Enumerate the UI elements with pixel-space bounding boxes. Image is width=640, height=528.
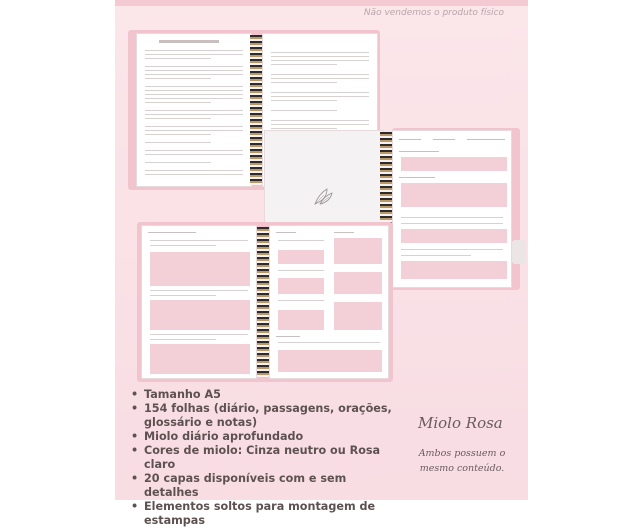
feature-item: • Miolo diário aprofundado xyxy=(130,430,400,444)
left-page xyxy=(141,225,257,379)
variant-title: Miolo Rosa xyxy=(418,414,503,432)
spiral-binding xyxy=(257,227,269,377)
pink-notes-box xyxy=(150,344,250,374)
pink-notes-box xyxy=(278,310,324,330)
pink-notes-box xyxy=(334,302,382,330)
pink-notes-box xyxy=(401,261,507,279)
page-shadow xyxy=(512,240,526,264)
feature-item: • Cores de miolo: Cinza neutro ou Rosa claro xyxy=(130,444,400,472)
pink-notes-box xyxy=(278,278,324,294)
pink-notes-box xyxy=(401,229,507,243)
feature-list xyxy=(130,388,400,528)
pink-notes-box xyxy=(150,252,250,286)
pink-notes-box xyxy=(278,250,324,264)
feature-item: • 154 folhas (diário, passagens, orações, glossário e notas) xyxy=(130,402,400,430)
feature-item: • Elementos soltos para montagem de estampas xyxy=(130,500,400,528)
left-page xyxy=(136,33,252,187)
leaf-icon xyxy=(312,186,334,206)
variant-description: Ambos possuem o mesmo conteúdo. xyxy=(418,448,506,474)
right-page xyxy=(269,225,389,379)
top-strip xyxy=(115,0,528,6)
pink-notes-box xyxy=(150,300,250,330)
pink-notes-box xyxy=(401,157,507,171)
pink-notes-box xyxy=(334,272,382,294)
pink-notes-box xyxy=(278,350,382,372)
feature-item: • Tamanho A5 xyxy=(130,388,400,402)
notebook-study-spread xyxy=(137,222,393,382)
daily-page xyxy=(392,130,512,288)
feature-item: • 20 capas disponíveis com e sem detalhes xyxy=(130,472,400,500)
no-physical-product-notice: Não vendemos o produto físico xyxy=(363,8,504,18)
spiral-binding xyxy=(250,35,262,185)
pink-notes-box xyxy=(334,238,382,264)
page-heading xyxy=(159,40,219,43)
pink-notes-box xyxy=(401,183,507,207)
